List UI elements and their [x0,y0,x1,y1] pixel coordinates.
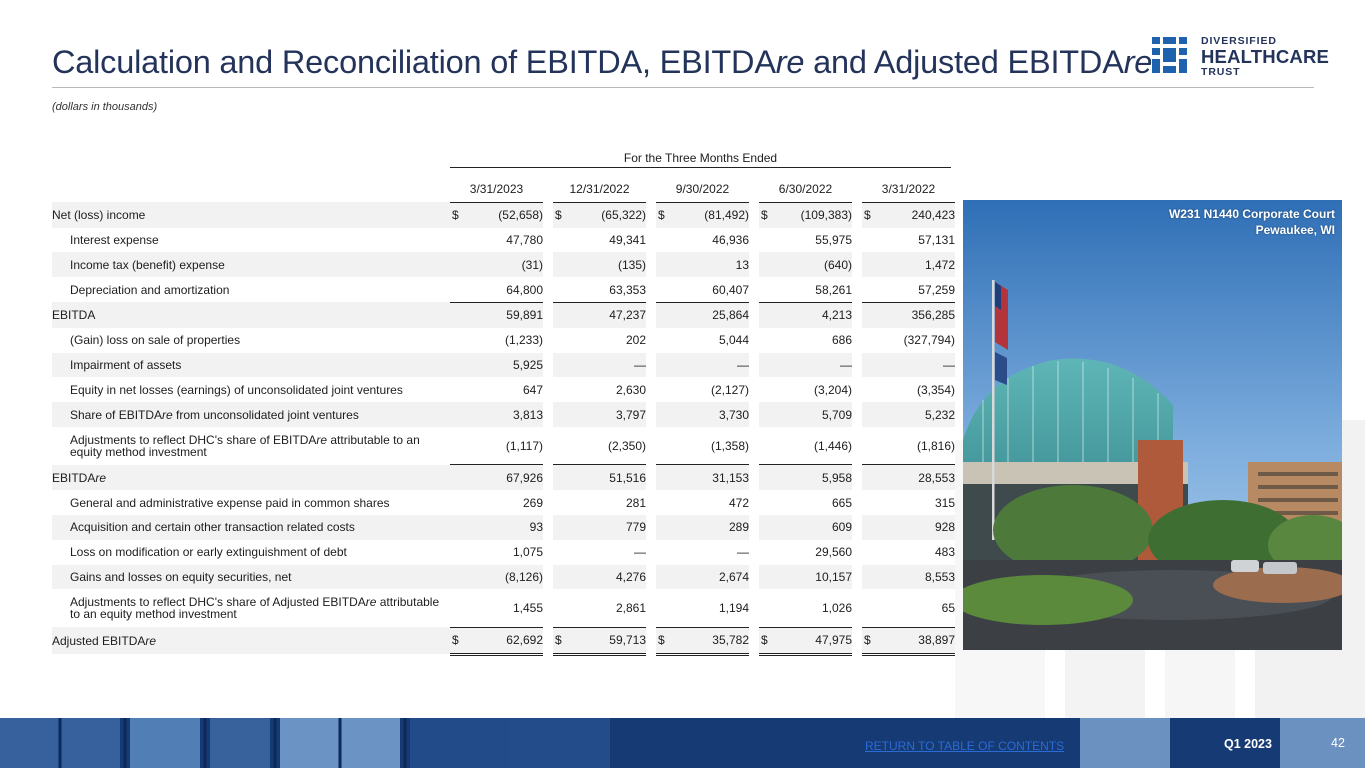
cell-value: (81,492) [704,208,749,223]
column-spacer [646,565,656,590]
table-cell: 928 [862,515,955,540]
row-label [52,302,450,327]
table-cell: 472 [728,495,749,510]
column-spacer [749,589,759,627]
table-row [52,202,955,227]
table-cell: 1,472 [862,252,955,277]
row-label-label-c: from unconsolidated joint ventures [172,407,359,422]
table-cell [759,627,852,654]
table-cell [656,627,749,654]
column-spacer [852,465,862,490]
table-row [52,402,955,427]
units-note: (dollars in thousands) [52,101,158,113]
table-cell: 356,285 [862,302,955,327]
column-spacer [852,302,862,327]
column-spacer [646,277,656,302]
currency-symbol: $ [658,208,665,223]
table-cell: 1,455 [450,589,543,627]
table-cell [862,202,955,227]
row-label [52,277,450,302]
column-spacer [749,402,759,427]
table-cell: 1,075 [512,545,543,560]
table-cell: 665 [831,495,852,510]
column-spacer [852,490,862,515]
currency-symbol: $ [555,208,562,223]
table-cell: 686 [831,333,852,348]
table-header-row [52,177,955,202]
row-label-label-a: EBITDA [52,470,96,485]
row-label-text: Loss on modification or early extinguishment of debt [70,545,347,560]
col-header-1: 12/31/2022 [553,177,646,202]
table-row [52,490,955,515]
row-label [52,228,450,253]
row-label-text: Impairment of assets [70,357,182,372]
column-spacer [543,328,553,353]
table-cell [862,627,955,654]
column-spacer [646,490,656,515]
table-cell: 58,261 [759,277,852,302]
table-cell: 647 [522,382,543,397]
col-header-3: 6/30/2022 [759,177,852,202]
logo-mark-icon [1152,36,1194,76]
column-spacer [543,353,553,378]
column-spacer [749,627,759,654]
row-label [52,402,450,427]
column-spacer [543,228,553,253]
currency-symbol: $ [864,633,871,648]
table-cell: 25,864 [656,302,749,327]
row-label-text: Acquisition and certain other transaction related costs [70,520,355,535]
column-spacer [646,328,656,353]
table-row [52,252,955,277]
table-cell: (3,204) [813,382,852,397]
table-cell: 10,157 [759,565,852,590]
column-spacer [852,377,862,402]
currency-symbol: $ [864,208,871,223]
table-cell: 315 [934,495,955,510]
table-cell [553,202,646,227]
cell-value: 240,423 [911,208,955,223]
row-label-text: Income tax (benefit) expense [70,257,225,272]
currency-symbol: $ [761,633,768,648]
column-spacer [543,627,553,654]
column-spacer [543,402,553,427]
table-cell: 67,926 [450,465,543,490]
table-cell: 29,560 [815,545,852,560]
column-spacer [646,202,656,227]
column-spacer [543,377,553,402]
column-spacer [749,540,759,565]
row-label [52,627,450,654]
column-spacer [646,515,656,540]
column-spacer [543,202,553,227]
table-row [52,328,955,353]
table-row [52,515,955,540]
column-spacer [646,627,656,654]
table-cell: 5,925 [450,353,543,378]
table-cell: 5,958 [759,465,852,490]
column-spacer [749,565,759,590]
currency-symbol: $ [452,208,459,223]
row-label-text: (Gain) loss on sale of properties [70,333,241,348]
table-cell: (1,117) [450,427,543,465]
table-cell: 3,797 [553,402,646,427]
table-cell: (1,233) [504,333,543,348]
table-row [52,465,955,490]
table-row [52,565,955,590]
row-label [52,377,450,402]
table-cell: 47,780 [506,232,543,247]
cell-value: 38,897 [918,633,955,648]
column-spacer [852,228,862,253]
column-spacer [749,328,759,353]
table-cell: 281 [625,495,646,510]
logo-line2: HEALTHCARE [1201,45,1330,67]
col-header-2: 9/30/2022 [656,177,749,202]
row-label-label-c: attributable to an equity method investment [70,595,440,622]
period-header-rule [450,167,951,168]
column-spacer [543,427,553,465]
cell-value: 47,975 [815,633,852,648]
table-cell: (2,350) [553,427,646,465]
column-spacer [852,252,862,277]
column-spacer [749,252,759,277]
table-cell: (8,126) [450,565,543,590]
title-re2: re [1123,44,1153,80]
column-spacer [852,515,862,540]
photo-caption-address: W231 N1440 Corporate Court [1168,207,1335,221]
table-cell: 4,213 [759,302,852,327]
table-cell: 5,044 [718,333,749,348]
table-cell: (1,446) [759,427,852,465]
row-label [52,353,450,378]
row-label-text: Interest expense [70,232,159,247]
table-cell: (1,358) [656,427,749,465]
table-cell [656,202,749,227]
table-cell: 5,232 [862,402,955,427]
column-spacer [852,202,862,227]
table-row [52,427,955,465]
column-spacer [749,302,759,327]
row-label-label-b: re [95,470,107,485]
row-label [52,465,450,490]
table-cell: — [759,353,852,378]
column-spacer [749,353,759,378]
row-label-text: Depreciation and amortization [70,282,230,297]
column-spacer [543,252,553,277]
table-cell: 46,936 [712,232,749,247]
table-cell: 63,353 [553,277,646,302]
table-cell: 13 [656,252,749,277]
table-cell [553,627,646,654]
table-cell: 269 [522,495,543,510]
table-cell: 57,259 [862,277,955,302]
col-header-0: 3/31/2023 [450,177,543,202]
column-spacer [852,328,862,353]
table-cell: — [737,545,749,560]
table-cell: 3,813 [450,402,543,427]
table-cell: 93 [450,515,543,540]
column-spacer [646,427,656,465]
table-cell: — [634,545,646,560]
row-label [52,515,450,540]
column-spacer [646,228,656,253]
table-cell: 5,709 [759,402,852,427]
table-cell: 609 [759,515,852,540]
column-spacer [543,565,553,590]
row-label-label-a: Adjustments to reflect DHC's share of EBITDA [70,432,317,447]
table-cell: 55,975 [815,232,852,247]
column-spacer [646,465,656,490]
row-label [52,490,450,515]
column-spacer [852,277,862,302]
table-cell: 2,630 [615,382,646,397]
footer-band [0,718,1365,768]
table-row [52,627,955,654]
footer-image [0,718,1365,768]
table-cell: 65 [862,589,955,627]
row-label-text: EBITDA [52,308,96,323]
logo-line1: DIVERSIFIED [1201,35,1277,47]
row-label-label-b: re [145,633,157,648]
table-cell: 483 [934,545,955,560]
table-cell [450,627,543,654]
cell-value: (65,322) [601,208,646,223]
row-label-label-b: re [162,407,173,422]
column-spacer [543,589,553,627]
table-cell: (327,794) [903,333,955,348]
return-to-toc-link[interactable]: RETURN TO TABLE OF CONTENTS [865,739,1065,753]
row-label-text: Net (loss) income [52,207,146,222]
cell-value: 59,713 [609,633,646,648]
table-body [52,202,955,654]
table-cell: 779 [553,515,646,540]
footer-quarter: Q1 2023 [1224,737,1272,751]
photo-caption [1169,207,1335,238]
column-spacer [852,427,862,465]
table-cell [450,202,543,227]
table-cell: (2,127) [710,382,749,397]
column-spacer [749,228,759,253]
table-cell: 57,131 [918,232,955,247]
table-cell: — [656,353,749,378]
column-spacer [749,277,759,302]
column-spacer [749,377,759,402]
column-spacer [543,490,553,515]
table-cell: 4,276 [553,565,646,590]
period-header: For the Three Months Ended [623,151,778,165]
row-label-label-b: re [316,432,328,447]
logo-line3: TRUST [1201,66,1241,78]
column-spacer [543,540,553,565]
table-cell: 49,341 [609,232,646,247]
table-cell: 2,674 [656,565,749,590]
page-title [52,44,1152,81]
currency-symbol: $ [452,633,459,648]
row-label-text: Gains and losses on equity securities, net [70,570,292,585]
table-row [52,302,955,327]
row-label-label-a: Adjusted EBITDA [52,633,146,648]
column-spacer [852,540,862,565]
column-spacer [543,302,553,327]
table-cell: 31,153 [656,465,749,490]
logo-wordmark [1201,36,1329,78]
column-spacer [852,565,862,590]
table-cell: 1,026 [759,589,852,627]
column-spacer [749,202,759,227]
row-label-label-a: Adjustments to reflect DHC's share of Adjusted EBITDA [70,595,366,610]
table-cell: — [862,353,955,378]
table-cell: 64,800 [450,277,543,302]
table-row [52,228,955,253]
table-cell: (31) [450,252,543,277]
cell-value: (109,383) [800,208,852,223]
table-cell: (1,816) [862,427,955,465]
table-cell: 3,730 [656,402,749,427]
table-cell: 2,861 [553,589,646,627]
property-photo [963,200,1342,650]
table-cell [759,202,852,227]
photo-caption-city: Pewaukee, WI [1255,222,1335,237]
title-part2: and Adjusted EBITDA [804,44,1124,80]
currency-symbol: $ [658,633,665,648]
table-cell: 289 [656,515,749,540]
row-label [52,328,450,353]
page-number: 42 [1331,736,1345,750]
column-spacer [646,252,656,277]
row-label [52,540,450,565]
column-spacer [543,515,553,540]
company-logo [1152,35,1330,78]
row-label [52,427,450,465]
title-part1: Calculation and Reconciliation of EBITDA, EBITDA [52,44,776,80]
col-header-4: 3/31/2022 [862,177,955,202]
ebitda-reconciliation-table [52,177,955,656]
column-spacer [852,402,862,427]
table-cell: 59,891 [450,302,543,327]
row-label [52,202,450,227]
column-spacer [852,353,862,378]
title-divider [52,87,1314,88]
row-label-label-b: re [365,595,377,610]
table-cell: 47,237 [553,302,646,327]
row-label-label-c: attributable to an equity method investment [70,432,420,459]
column-spacer [646,377,656,402]
table-cell: 8,553 [862,565,955,590]
column-spacer [646,302,656,327]
table-cell: 1,194 [656,589,749,627]
column-spacer [749,490,759,515]
table-cell: (640) [759,252,852,277]
column-spacer [749,427,759,465]
cell-value: 35,782 [712,633,749,648]
column-spacer [543,277,553,302]
table-cell: 28,553 [862,465,955,490]
column-spacer [543,465,553,490]
table-row [52,277,955,302]
table-cell: 202 [625,333,646,348]
title-re1: re [775,44,805,80]
cell-value: (52,658) [498,208,543,223]
column-spacer [852,627,862,654]
row-label [52,589,450,627]
column-spacer [646,589,656,627]
table-row [52,589,955,627]
column-spacer [646,540,656,565]
table-row [52,540,955,565]
currency-symbol: $ [555,633,562,648]
currency-symbol: $ [761,208,768,223]
table-cell: 51,516 [553,465,646,490]
row-label [52,565,450,590]
table-row [52,353,955,378]
table-cell: 60,407 [656,277,749,302]
row-label-label-a: Share of EBITDA [70,407,163,422]
column-spacer [646,402,656,427]
column-spacer [646,353,656,378]
cell-value: 62,692 [506,633,543,648]
table-row [52,377,955,402]
table-cell: (3,354) [916,382,955,397]
row-label-text: Equity in net losses (earnings) of unconsolidated joint ventures [70,382,403,397]
table-cell: (135) [553,252,646,277]
row-label-text: General and administrative expense paid in common shares [70,495,390,510]
building-image [963,200,1342,650]
row-label [52,252,450,277]
column-spacer [749,515,759,540]
column-spacer [749,465,759,490]
table-cell: — [553,353,646,378]
column-spacer [852,589,862,627]
